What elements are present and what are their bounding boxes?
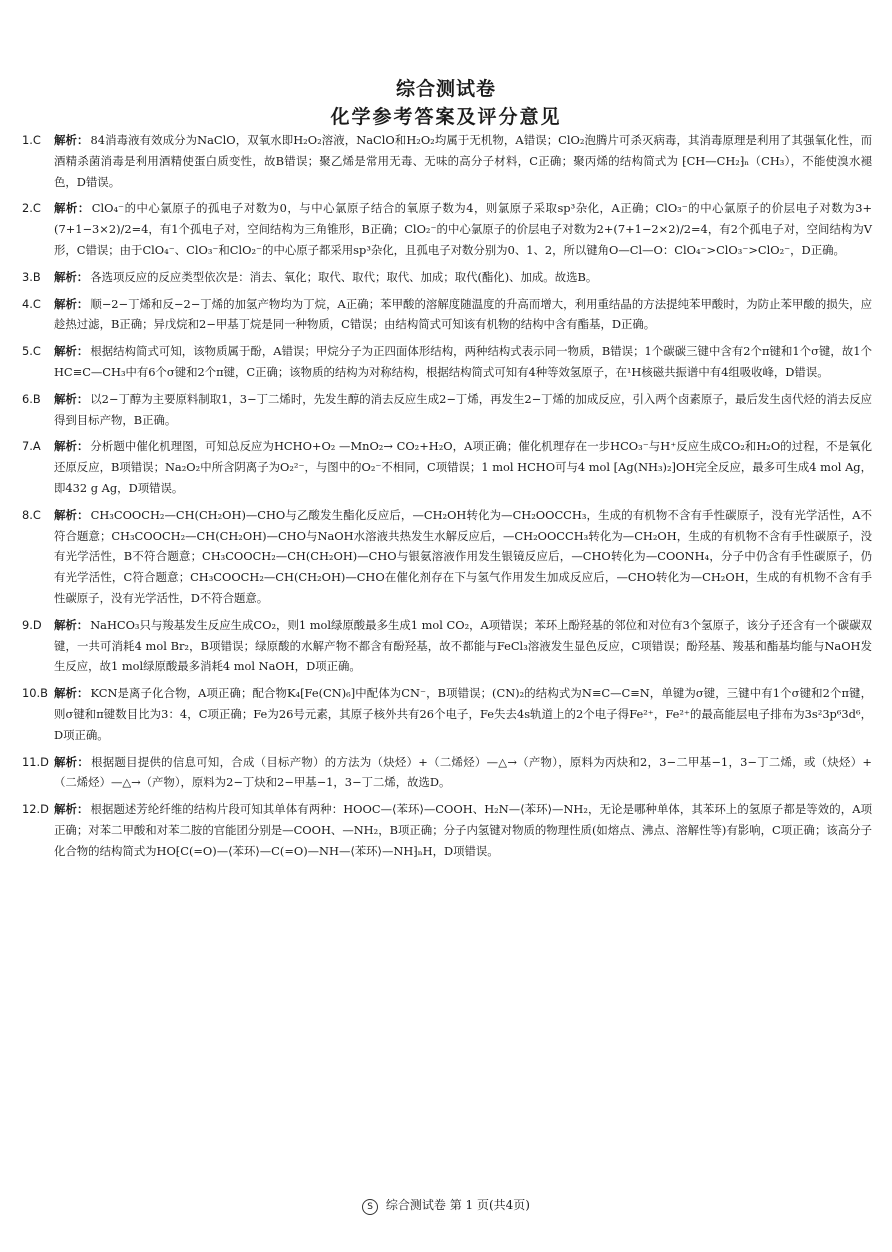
answer-number: 10.B <box>22 686 48 701</box>
answer-text: CH₃COOCH₂—CH(CH₂OH)—CHO与乙酸发生酯化反应后，—CH₂OH转化为—CH₂OOCCH₃，生成的有机物不含有手性碳原子，没有光学活性，A不符合题意；CH₃COOCH₂—CH(CH₂OH)—CHO与NaOH水溶液共热发生水解反应后，—CH₂OOCCH₃转化为—CH₂OH，生成的有机物不含有手性碳原子，没有光学活性，B不符合题意；CH₃COOCH₂—CH(CH₂OH)—CHO与银氨溶液作用发生银镜反应后，—CHO转化为—COONH₄，分子中仍含有手性碳原子，仍有光学活性，C符合题意；CH₃COOCH₂—CH(CH₂OH)—CHO在催化剂存在下与氢气作用发生加成反应后，—CHO转化为—CH₂OH，生成的有机物不含有手性碳原子，没有光学活性，D不符合题意。 <box>54 507 872 605</box>
answer-number: 8.C <box>22 507 41 522</box>
answer-text: 根据题目提供的信息可知，合成（目标产物）的方法为（炔烃）+（二烯烃）—△→（产物），原料为丙炔和2，3−二甲基−1，3−丁二烯，或（炔烃）+（二烯烃）—△→（产物），原料为2−丁炔和2−甲基−1，3−丁二烯，故选D。 <box>54 754 872 790</box>
answer-item-5 <box>22 341 872 383</box>
answer-item-11 <box>22 752 872 794</box>
answer-text: 各选项反应的反应类型依次是：消去、氧化；取代、取代；取代、加成；取代(酯化)、加成。故选B。 <box>90 269 598 284</box>
answer-number: 11.D <box>22 754 49 769</box>
answer-number: 5.C <box>22 344 41 359</box>
analysis-label: 解析： <box>54 802 89 817</box>
answer-item-12 <box>22 799 872 861</box>
answer-number: 12.D <box>22 802 49 817</box>
analysis-label: 解析： <box>54 439 89 454</box>
answer-text: 顺−2−丁烯和反−2−丁烯的加氢产物均为丁烷，A正确；苯甲酸的溶解度随温度的升高而增大，利用重结晶的方法提纯苯甲酸时，为防止苯甲酸的损失，应趁热过滤，B正确；异戊烷和2−甲基丁烷是同一种物质，C错误；由结构简式可知该有机物的结构中含有酯基，D正确。 <box>54 296 872 332</box>
answer-item-3 <box>22 267 872 288</box>
answer-item-4 <box>22 294 872 336</box>
page-footer <box>0 1196 892 1215</box>
answer-item-7 <box>22 436 872 498</box>
answer-number: 6.B <box>22 391 41 406</box>
answer-text: 根据结构简式可知，该物质属于酚，A错误；甲烷分子为正四面体形结构，两种结构式表示同一物质，B错误；1个碳碳三键中含有2个π键和1个σ键，故1个HC≡C—CH₃中有6个σ键和2个π键，C正确；该物质的结构为对称结构，根据结构简式可知有4种等效氢原子，在¹H核磁共振谱中有4组吸收峰，D错误。 <box>54 344 872 379</box>
analysis-label: 解析： <box>54 344 89 359</box>
answer-text: KCN是离子化合物，A项正确；配合物K₄[Fe(CN)₆]中配体为CN⁻，B项错误；(CN)₂的结构式为N≡C—C≡N，单键为σ键，三键中有1个σ键和2个π键，则σ键和π键数目比为3：4，C项正确；Fe为26号元素，其原子核外共有26个电子，Fe失去4s轨道上的2个电子得Fe²⁺，Fe²⁺的最高能层电子排布为3s²3p⁶3d⁶，D项正确。 <box>54 686 872 742</box>
analysis-label: 解析： <box>54 617 89 632</box>
analysis-label: 解析： <box>54 133 89 147</box>
answer-number: 2.C <box>22 201 41 216</box>
analysis-label: 解析： <box>54 269 89 284</box>
answer-number: 3.B <box>22 269 41 284</box>
answer-number: 1.C <box>22 133 41 147</box>
answer-item-9 <box>22 615 872 677</box>
answer-list <box>22 130 872 868</box>
analysis-label: 解析： <box>54 686 89 701</box>
answer-item-6 <box>22 389 872 431</box>
answer-number: 9.D <box>22 617 42 632</box>
page-subtitle: 化学参考答案及评分意见 <box>330 106 562 128</box>
analysis-label: 解析： <box>54 201 90 216</box>
answer-number: 4.C <box>22 296 41 311</box>
page-title: 综合测试卷 <box>395 78 496 100</box>
answer-text: ClO₄⁻的中心氯原子的孤电子对数为0，与中心氯原子结合的氧原子数为4，则氯原子采取sp³杂化，A正确；ClO₃⁻的中心氯原子的价层电子对数为3+(7+1−3×2)/2=4，有1个孤电子对，空间结构为三角锥形，B正确；ClO₂⁻的中心氯原子的价层电子对数为2+(7+1−2×2)/2=4，有2个孤电子对，空间结构为V形，C错误；由于ClO₄⁻、ClO₃⁻和ClO₂⁻的中心原子都采用sp³杂化，且孤电子对数分别为0、1、2，所以键角O—Cl—O：ClO₄⁻>ClO₃⁻>ClO₂⁻，D正确。 <box>54 201 872 257</box>
answer-text: 分析题中催化机理图，可知总反应为HCHO+O₂ —MnO₂→ CO₂+H₂O，A项正确；催化机理存在一步HCO₃⁻与H⁺反应生成CO₂和H₂O的过程，不是氧化还原反应，B项错误；Na₂O₂中所含阴离子为O₂²⁻，与图中的O₂⁻不相同，C项错误；1 mol HCHO可与4 mol [Ag(NH₃)₂]OH完全反应，最多可生成4 mol Ag，即432 g Ag，D项错误。 <box>54 439 872 495</box>
page-number-text: 综合测试卷 第 1 页(共4页) <box>385 1198 530 1212</box>
answer-text: 以2−丁醇为主要原料制取1，3−丁二烯时，先发生醇的消去反应生成2−丁烯，再发生2−丁烯的加成反应，引入两个卤素原子，最后发生卤代烃的消去反应得到目标产物，B正确。 <box>54 391 872 427</box>
answer-text: 84消毒液有效成分为NaClO，双氧水即H₂O₂溶液，NaClO和H₂O₂均属于无机物，A错误；ClO₂泡腾片可杀灭病毒，其消毒原理是利用了其强氧化性，而酒精杀菌消毒是利用酒精使蛋白质变性，故B错误；聚乙烯是常用无毒、无味的高分子材料，C正确；聚丙烯的结构简式为 ⁅CH—CH₂⁆ₙ（CH₃），不能使溴水褪色，D错误。 <box>54 133 872 189</box>
s-badge-icon: S <box>362 1199 378 1215</box>
answer-number: 7.A <box>22 439 41 454</box>
analysis-label: 解析： <box>54 754 90 769</box>
answer-item-1 <box>22 130 872 192</box>
answer-item-10 <box>22 683 872 745</box>
answer-item-8 <box>22 505 872 609</box>
analysis-label: 解析： <box>54 391 89 406</box>
answer-item-2 <box>22 198 872 260</box>
answer-text: 根据题述芳纶纤维的结构片段可知其单体有两种：HOOC—⟨苯环⟩—COOH、H₂N—⟨苯环⟩—NH₂，无论是哪种单体，其苯环上的氢原子都是等效的，A项正确；对苯二甲酸和对苯二胺的官能团分别是—COOH、—NH₂，B项正确；分子内氢键对物质的物理性质(如熔点、沸点、溶解性等)有影响，C项正确；该高分子化合物的结构简式为HO⁅C(=O)—⟨苯环⟩—C(=O)—NH—⟨苯环⟩—NH⁆ₙH，D项错误。 <box>54 802 872 858</box>
analysis-label: 解析： <box>54 296 89 311</box>
answer-text: NaHCO₃只与羧基发生反应生成CO₂，则1 mol绿原酸最多生成1 mol CO₂，A项错误；苯环上酚羟基的邻位和对位有3个氢原子，该分子还含有一个碳碳双键，一共可消耗4 mol Br₂，B项错误；绿原酸的水解产物不都含有酚羟基，故不都能与FeCl₃溶液发生显色反应，C项错误；酚羟基、羧基和酯基均能与NaOH发生反应，故1 mol绿原酸最多消耗4 mol NaOH，D项正确。 <box>54 617 872 674</box>
analysis-label: 解析： <box>54 507 89 522</box>
